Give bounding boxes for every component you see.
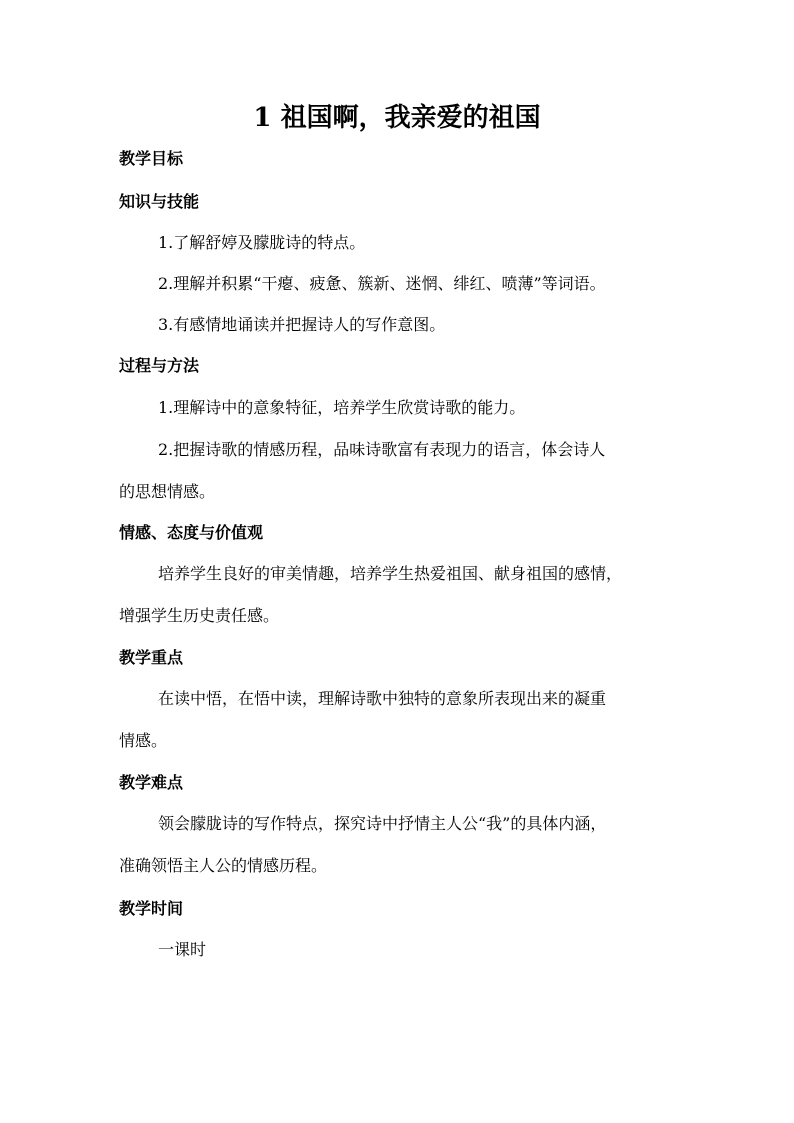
heading-teaching-focus: 教学重点 bbox=[119, 648, 184, 667]
process-item-2-continued: 的思想情感。 bbox=[119, 482, 216, 501]
page-title: 1 祖国啊，我亲爱的祖国 bbox=[253, 103, 541, 133]
difficulty-line-2: 准确领悟主人公的情感历程。 bbox=[119, 856, 328, 875]
knowledge-item-3: 3.有感情地诵读并把握诗人的写作意图。 bbox=[158, 315, 446, 334]
emotion-line-1: 培养学生良好的审美情趣，培养学生热爱祖国、献身祖国的感情， bbox=[158, 564, 623, 583]
focus-line-1: 在读中悟，在悟中读，理解诗歌中独特的意象所表现出来的凝重 bbox=[158, 689, 607, 708]
heading-teaching-goals: 教学目标 bbox=[119, 149, 184, 168]
focus-line-2: 情感。 bbox=[119, 731, 168, 750]
process-item-2: 2.把握诗歌的情感历程，品味诗歌富有表现力的语言，体会诗人 bbox=[158, 440, 606, 459]
knowledge-item-1: 1.了解舒婷及朦胧诗的特点。 bbox=[158, 233, 366, 252]
difficulty-line-1: 领会朦胧诗的写作特点，探究诗中抒情主人公“我”的具体内涵， bbox=[158, 814, 607, 833]
process-item-1: 1.理解诗中的意象特征，培养学生欣赏诗歌的能力。 bbox=[158, 398, 526, 417]
emotion-line-2: 增强学生历史责任感。 bbox=[119, 606, 280, 625]
heading-teaching-difficulty: 教学难点 bbox=[119, 773, 184, 792]
knowledge-item-2: 2.理解并积累“干瘪、疲惫、簇新、迷惘、绯红、喷薄”等词语。 bbox=[158, 274, 606, 293]
teaching-time-value: 一课时 bbox=[158, 940, 207, 959]
heading-teaching-time: 教学时间 bbox=[119, 899, 184, 918]
heading-emotion-attitude-values: 情感、态度与价值观 bbox=[119, 523, 264, 542]
heading-process-methods: 过程与方法 bbox=[119, 356, 200, 375]
heading-knowledge-skills: 知识与技能 bbox=[119, 192, 200, 211]
